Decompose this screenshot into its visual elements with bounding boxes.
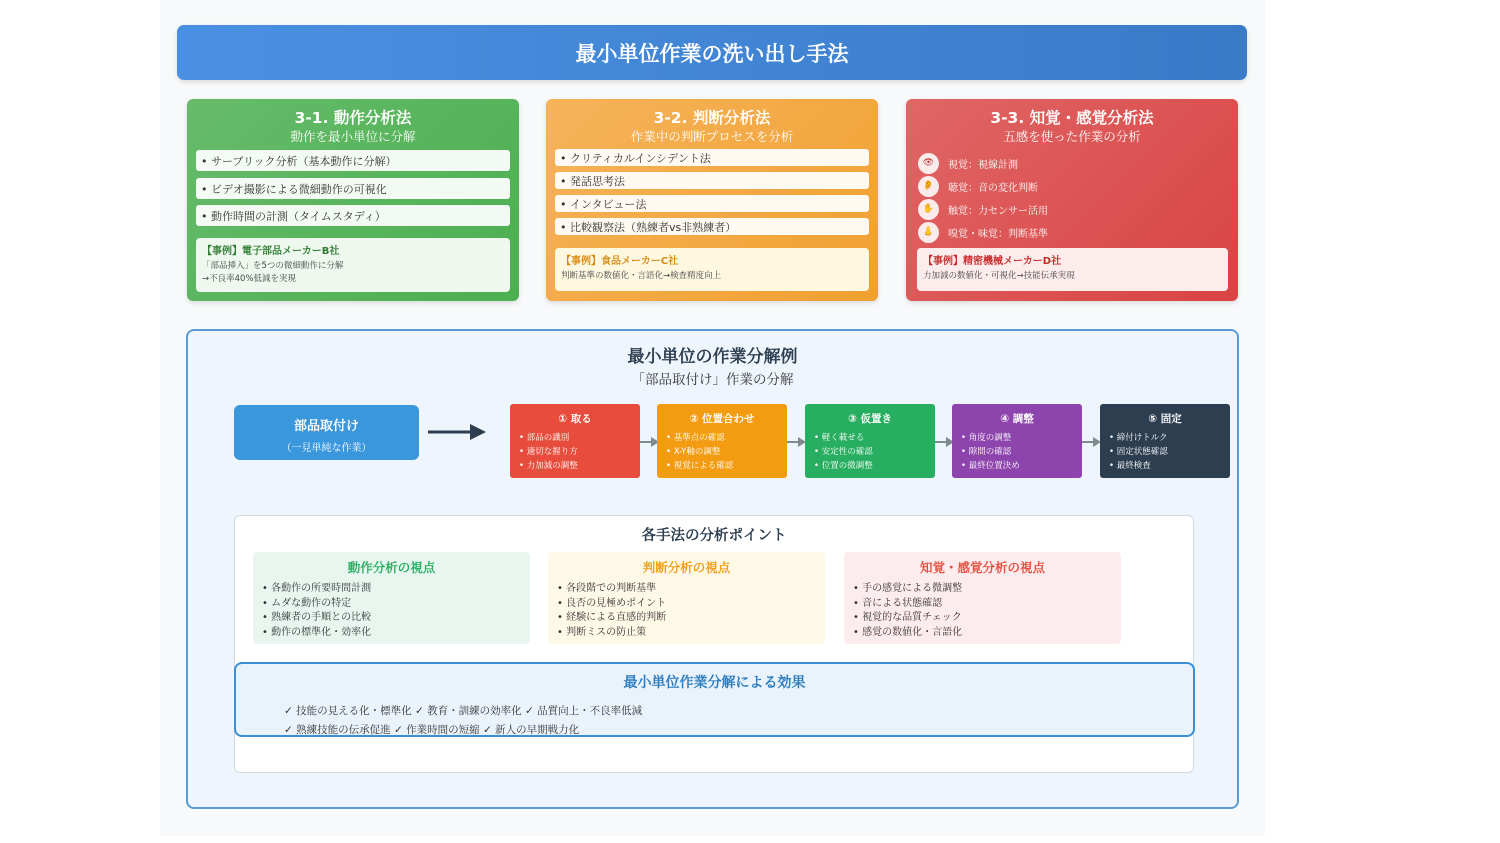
sense-item (918, 153, 1018, 173)
start-task-title: 部品取付け (293, 419, 359, 434)
decomposition-panel (186, 329, 1239, 809)
list-item: • クリティカルインシデント法 (555, 149, 869, 166)
sense-item (918, 176, 1038, 196)
list-item: • 動作時間の計測（タイムスタディ） (196, 205, 510, 226)
step-title: ③ 仮置き (847, 413, 893, 425)
card-subtitle: 五感を使った作業の分析 (1003, 129, 1141, 144)
step-list (1100, 432, 1230, 473)
case-text: 判断基準の数値化・言語化→検査精度向上 (561, 271, 722, 281)
point-item: • 熟練者の手順との比較 (262, 612, 372, 623)
step-item: • 基準点の確認 (666, 433, 725, 443)
step-item: • X-Y軸の調整 (666, 446, 721, 457)
step-list (657, 432, 787, 473)
start-task-box (234, 405, 419, 460)
effects-box (234, 662, 1195, 737)
ear-icon: 👂 (918, 176, 939, 197)
eye-icon: 👁 (918, 153, 939, 174)
point-item: • 音による状態確認 (853, 597, 943, 609)
effects-title: 最小単位作業分解による効果 (623, 675, 806, 691)
step-item: • 最終検査 (1109, 460, 1151, 471)
case-line: 「部品挿入」を5つの微細動作に分解 (202, 261, 344, 271)
analysis-points-title: 各手法の分析ポイント (641, 528, 787, 544)
arrow-right-icon (428, 423, 488, 441)
card-title: 3-3. 知覚・感覚分析法 (990, 109, 1154, 127)
list-item: • サーブリック分析（基本動作に分解） (196, 150, 510, 171)
card-subtitle: 作業中の判断プロセスを分析 (630, 129, 794, 144)
card-title: 3-2. 判断分析法 (653, 109, 771, 127)
point-item: • 経験による直感的判断 (557, 612, 667, 623)
step-box (1100, 404, 1230, 478)
point-item: • 感覚の数値化・言語化 (853, 626, 963, 638)
case-example (917, 248, 1228, 291)
point-item: • 各動作の所要時間計測 (262, 583, 372, 594)
list-item: • 発話思考法 (555, 172, 869, 189)
step-title: ④ 調整 (1000, 413, 1034, 425)
case-line: →不良率40%低減を実現 (202, 273, 297, 284)
point-box (253, 552, 530, 644)
card-subtitle: 動作を最小単位に分解 (290, 129, 416, 144)
step-item: • 部品の識別 (519, 433, 570, 443)
sense-item (918, 222, 1048, 242)
case-title: 【事例】食品メーカーC社 (561, 256, 679, 267)
point-item: • 各段階での判断基準 (557, 583, 657, 594)
step-item: • 隙間の確認 (961, 446, 1012, 457)
sense-label: 触覚：力センサー活用 (948, 205, 1048, 217)
motion-analysis-card (187, 99, 519, 301)
analysis-points-panel (234, 515, 1194, 773)
perception-analysis-card (906, 99, 1238, 301)
decomposition-subtitle: 「部品取付け」作業の分解 (631, 372, 794, 388)
card-title: 3-1. 動作分析法 (294, 109, 412, 127)
step-box (805, 404, 935, 478)
step-item: • 固定状態確認 (1109, 446, 1168, 457)
effects-line: ✓ 熟練技能の伝承促進 ✓ 作業時間の短縮 ✓ 新人の早期戦力化 (284, 724, 580, 736)
case-example (196, 238, 510, 292)
step-title: ① 取る (558, 413, 592, 425)
case-text: 力加減の数値化・可視化→技能伝承実現 (923, 271, 1075, 281)
start-task-subtitle: （一見単純な作業） (281, 443, 372, 454)
sense-item (918, 199, 1048, 219)
point-list (548, 582, 825, 640)
point-item: • 動作の標準化・効率化 (262, 626, 372, 638)
step-item: • 最終位置決め (961, 460, 1020, 471)
case-example (555, 248, 869, 291)
step-box (952, 404, 1082, 478)
step-item: • 視覚による確認 (666, 460, 734, 471)
point-title: 知覚・感覚分析の視点 (919, 560, 1045, 575)
step-list (952, 432, 1082, 473)
case-title: 【事例】電子部品メーカーB社 (202, 246, 340, 257)
step-arrow-icon (1082, 437, 1101, 447)
nose-icon: 👃 (918, 222, 939, 243)
case-text (202, 260, 504, 286)
step-list (510, 432, 640, 473)
step-arrow-icon (787, 437, 806, 447)
point-item: • 判断ミスの防止策 (557, 626, 647, 638)
step-item: • 軽く載せる (814, 433, 865, 443)
step-item: • 力加減の調整 (519, 460, 578, 471)
step-list (805, 432, 935, 473)
decomposition-title: 最小単位の作業分解例 (627, 347, 798, 367)
hand-icon: ✋ (918, 199, 939, 220)
step-item: • 位置の微調整 (814, 460, 873, 471)
point-list (253, 582, 530, 640)
point-title: 判断分析の視点 (642, 560, 731, 575)
step-title: ② 位置合わせ (689, 413, 755, 425)
case-title: 【事例】精密機械メーカーD社 (923, 256, 1062, 267)
sense-label: 嗅覚・味覚：判断基準 (948, 228, 1048, 240)
point-item: • 視覚的な品質チェック (853, 612, 962, 623)
list-item: • 比較観察法（熟練者vs非熟練者） (555, 218, 869, 235)
sense-label: 視覚：視線計測 (948, 159, 1018, 171)
point-item: • ムダな動作の特定 (262, 597, 352, 609)
main-title: 最小単位作業の洗い出し手法 (177, 25, 1247, 80)
step-box (657, 404, 787, 478)
point-item: • 良否の見極めポイント (557, 597, 667, 609)
effects-line: ✓ 技能の見える化・標準化 ✓ 教育・訓練の効率化 ✓ 品質向上・不良率低減 (284, 705, 643, 717)
step-item: • 適切な握り方 (519, 446, 578, 457)
sense-label: 聴覚：音の変化判断 (948, 182, 1038, 194)
step-box (510, 404, 640, 478)
point-list (844, 582, 1121, 640)
point-box (844, 552, 1121, 644)
point-box (548, 552, 825, 644)
step-item: • 締付けトルク (1109, 433, 1168, 443)
point-title: 動作分析の視点 (347, 560, 436, 575)
step-title: ⑤ 固定 (1148, 413, 1182, 425)
step-item: • 角度の調整 (961, 433, 1012, 443)
list-item: • インタビュー法 (555, 195, 869, 212)
point-item: • 手の感覚による微調整 (853, 583, 963, 594)
step-item: • 安定性の確認 (814, 446, 873, 457)
judgment-analysis-card (546, 99, 878, 301)
list-item: • ビデオ撮影による微細動作の可視化 (196, 178, 510, 199)
